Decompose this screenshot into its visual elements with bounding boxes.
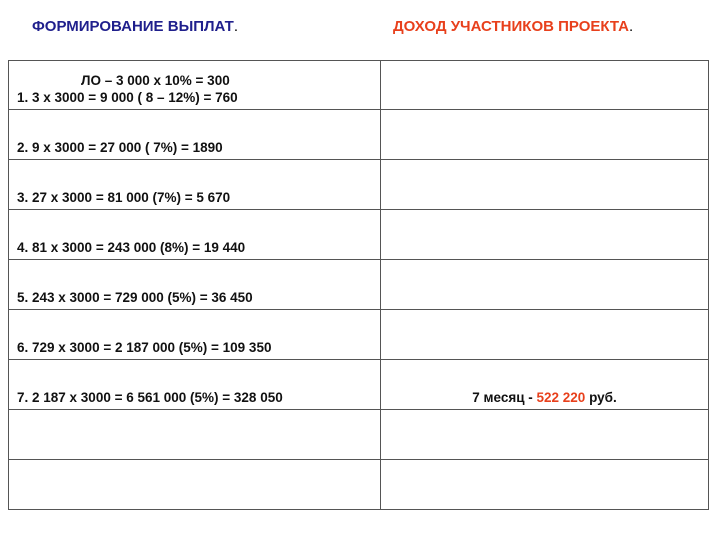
left-header-dot: . [233,18,238,35]
payout-level-2: 2. 9 х 3000 = 27 000 ( 7%) = 1890 [17,140,223,155]
empty-cell [9,460,381,510]
payout-cell [9,260,381,310]
right-header [393,18,633,35]
income-prefix: 7 месяц - [472,390,537,405]
payout-level-1: 1. 3 х 3000 = 9 000 ( 8 – 12%) = 760 [17,90,238,105]
income-amount: 522 220 [536,390,586,405]
table-row [9,110,709,160]
payout-table [8,60,709,510]
table-row [9,61,709,110]
income-cell [381,360,709,410]
empty-cell [381,410,709,460]
left-header [32,18,238,35]
income-cell [381,260,709,310]
table-row [9,410,709,460]
income-cell [381,310,709,360]
payout-level-4: 4. 81 х 3000 = 243 000 (8%) = 19 440 [17,240,246,255]
income-cell [381,61,709,110]
income-suffix: руб. [585,390,617,405]
payout-cell [9,210,381,260]
payout-cell [9,360,381,410]
empty-cell [381,460,709,510]
table-row [9,310,709,360]
payout-cell [9,310,381,360]
payout-cell [9,110,381,160]
income-cell [381,160,709,210]
table-row [9,360,709,410]
table-row [9,460,709,510]
right-header-dot: . [628,18,634,35]
payout-level-5: 5. 243 х 3000 = 729 000 (5%) = 36 450 [17,290,253,305]
payout-cell [9,160,381,210]
income-cell [381,110,709,160]
table-row [9,210,709,260]
income-cell [381,210,709,260]
table-row [9,160,709,210]
payout-cell [9,61,381,110]
payout-level-6: 6. 729 х 3000 = 2 187 000 (5%) = 109 350 [17,340,272,355]
table-row [9,260,709,310]
right-header-title: ДОХОД УЧАСТНИКОВ ПРОЕКТА [393,18,629,35]
empty-cell [9,410,381,460]
left-header-title: ФОРМИРОВАНИЕ ВЫПЛАТ [32,18,234,35]
lo-line: ЛО – 3 000 х 10% = 300 [81,73,230,88]
payout-level-3: 3. 27 х 3000 = 81 000 (7%) = 5 670 [17,190,231,205]
income-total [381,390,708,409]
payout-level-7: 7. 2 187 х 3000 = 6 561 000 (5%) = 328 050 [17,390,283,405]
